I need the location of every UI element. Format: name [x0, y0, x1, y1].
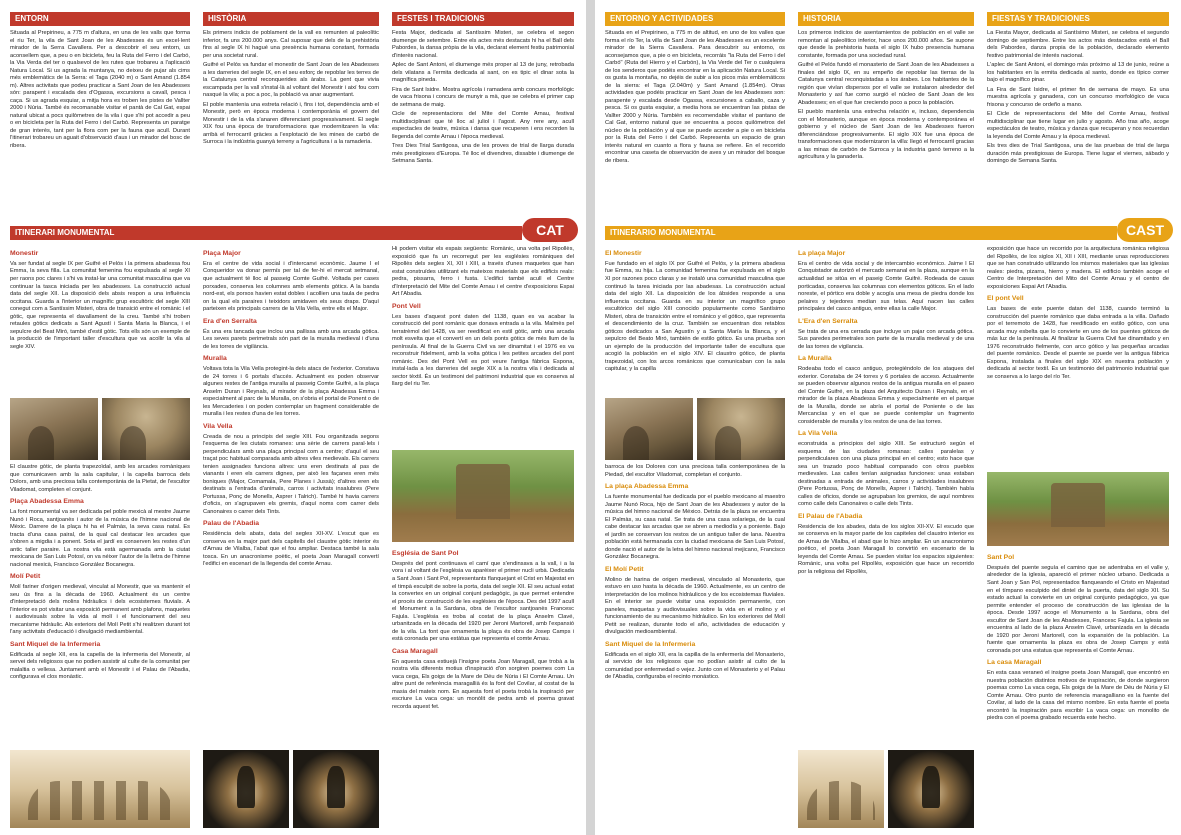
language-badge-cat: CAT [522, 218, 578, 242]
abadia-photo-1 [203, 750, 289, 828]
left-col3-top-text: Hi podem visitar els espais següents: Romànic, una volta pel Ripollès, exposició que fa un recorregut per les esglésies romàniques del Ripollès dels segles XI, XII i XIII, a través d'unes maquetes que han estat construïdes utilitzant els mateixos materials que els edificis reals: pedra, pissarra, ferro i fusta. L'edifici també acull el Centre d'Interpretació del Mite del Comte Arnau i el centre d'exposicions Espai Art l'Abadia. Pont Vell Les bases d'aquest pont daten del 1138, quan es va acabar la construcció del pont romànic que donava entrada a la vila. Malmès pel terratrèmol del 1428, va ser reedificat en estil gòtic, amb una arcada molt esvelta que el convertí en un dels ponts gòtics de més llum de la península. Al final de la Guerra Civil va ser dinamitat i el 1976 es va reconstruir fidelment, amb la volta gòtica i les petites arcades del pont romànic. Des del Pont Vell es pot veure l'antiga fàbrica Espona, instal·lada a les darreries del segle XIX a la nostra vila i dedicada al sector tèxtil. És un testimoni del patrimoni industrial que es conserva al llarg del riu Ter. [392, 246, 574, 388]
claustre-photo [102, 398, 190, 460]
section-header-historia-es: HISTORIA [798, 12, 974, 26]
section-header-festes: FESTES I TRADICIONS [392, 12, 574, 26]
language-badge-cast: CAST [1117, 218, 1173, 242]
left-col3-bottom-text: Església de Sant Pol Després del pont continuava el camí que s'endinsava a la vall, i a la vora i al voltant de l'església va aparèixer el primer nucli urbà. Dedicada a Sant Joan i Sant Pol, representants flanquejant el Crist en Majestat en el timpà esculpit de sobre la porta, data del segle XII. El seu actual estat la convertex en un original conjunt pedagògic, ja que permet entendre el procés de construcció de les esglésies de l'època. Des del 1997 acull el Monument a la Sardana, obra de l'escultor santjoanès Francesc Fajula. L'església es troba al costat de la plaça Anselm Clavé, urbanitzada en la dècada del 1920 per Jeroni Martorell, amb l'expansió de la vila. La font que ornamenta la plaça és obra de Josep Camps i està coronada per una estàtua que representa el comte Arnau. Casa Maragall En aquesta casa estiuejà l'insigne poeta Joan Maragall, que trobà a la nostra vila diferents motius d'inspiració d'on sorgiren poemes com La vaca cega, Els goigs de la Mare de Déu de Núria i El Comte Arnau. Un altre punt de referència maragallià és la font del Covilar, al costat de la masia del mateix nom. En aquesta font el poeta trobà la inspiració per escriure La vaca cega: un monòlit de pedra amb el poema gravat recorda aquest fet. [392, 550, 574, 710]
historia-es-text: Los primeros indicios de asentamientos de población en el valle se remontan al paleolítico inferior, hace unos 200.000 años. Se supone que desde la prehistoria hasta el siglo IX hubo presencia humana constante, formada por una sociedad rural. Guifré el Pelós fundó el monasterio de Sant Joan de les Abadesses a finales del siglo IX, en su empeño de repoblar las tierras de la Catalunya central reconquistadas a los árabes. Los habitantes de la región que vivían dispersos por el valle se instalaron alrededor del Monasterio y así fue como surgió el núcleo de Sant Joan de les Abadesses; en el que fue creciendo poco a poco la población. El pueblo mantenía una estrecha relación e, incluso, dependencia con el Monasterio, aunque en época moderna y contemporánea el gobierno y el núcleo de Sant Joan de les Abadesses fueron diferenciándose progresivamente. El siglo XIX fue una época de transformaciones que modernizaron la villa: llegó el ferrocarril gracias a las minas de carbón de Surroca y la industria ganó terreno a la agricultura y la ganadería. [798, 30, 974, 161]
right-col3-top-text: exposición que hace un recorrido por la arquitectura románica religiosa del Ripollès, de los siglos XI, XII i XIII, mediante unas reproducciones que se han construido utilizando los mismos materiales que las iglesias reales: piedra, pizarra, hierro y madera. El edificio también acoge el Centro de Interpretación del Mito del Comte Arnau y el centro de exposiciones Espai Art l'Abadia. El pont Vell Las bases de este puente datan del 1138, cuando terminó la construcción del puente románico que daba entrada a la villa. Dañado por el terremoto de 1428, fue reedificado en estilo gótico, con una arcada muy esbelta que lo convierte en uno de los puentes góticos de más luz de la península. Al finalizar la Guerra Civil fue dinamitado y en 1976 reconstruido fielmente, con arco gótico y las pequeñas arcadas del puente románico. Desde el puente se puede ver la antigua fábrica Espona, instalada a finales del siglo XIX en nuestra población y dedicada al sector textil. Es un testimonio del patrimonio industrial que se conserva a lo largo del río Ter. [987, 246, 1169, 380]
right-col1-text: barroca de los Dolores con una preciosa talla contemporánea de la Piedad, del escultor Viladomat, completan el conjunto. La plaça Abadessa Emma La fuente monumental fue dedicada por el pueblo mexicano al maestro Jaume Nunó Roca, hijo de Sant Joan de les Abadesses y autor de la música del himno nacional de México. Detrás de la plaza se encuentra El Palmàs, su casa natal. Se trata de una casa solariega, de la cual cabe destacar las arcadas que se abren a mediodía y a poniente. Bajo el jardín se conservan los restos de un antiguo taller de lana. Nuestra población está hermanada con la ciudad mexicana de San Luis Potosí, donde nació el autor de la letra del himno nacional mejicano, Francisco González Bocanegra. El Molí Petit Molino de harina de origen medieval, vinculado al Monasterio, que estuvo en uso hasta la década de 1960. Actualmente, es un centro de interpretación de los molinos hidráulicos y de los ecosistemas fluviales. En el interior se puede visitar una exposición permanente, con paneles, maquetas y audiovisuales sobre la vida en el molino y el funcionamiento de su mecanismo hidráulico. En los exteriores del Molí Petit se realizan, durante todo el año, actividades de educación y divulgación medioambiental. Sant Miquel de la Infermeria Edificada en el siglo XII, era la capilla de la enfermería del Monasterio, al servicio de los religiosos que no podían asistir al culto de la comunidad por enfermedad o vejez. Junto con el Monasterio y el Palau de l'Abadia, configuraba el recinto monástico. [605, 464, 785, 681]
right-col3-bottom-text: Sant Pol Después del puente seguía el camino que se adentraba en el valle y, alrededor de la iglesia, apareció el primer núcleo urbano. Dedicada a Sant Joan y San Pol, representados flanqueando el Cristo en Majestad en el tímpano esculpido del dintel de la puerta, data del siglo XII. Su estado actual la convierte en un original conjunto pedagógico, ya que permite entender el proceso de construcción de las iglesias de la época. Desde 1997 acoge el Monumento a la Sardana, obra del escultor de Sant Joan de les Abadesses, Francesc Fajula. La iglesia se encuentra al lado de la plaza Anselm Clavé, urbanizada en la década de 1920 por Jeroni Martorell, con la expansión de la población. La fuente que ornamenta la plaza es obra de Josep Camps y está coronada por una estatua que representa el Comte Arnau. La casa Maragall En esta casa veraneó el insigne poeta Joan Maragall, que encontró en nuestra población distintos motivos de inspiración, de donde surgieron poemas como La vaca cega, Els goigs de la Mare de Déu de Núria y El Comte Arnau. Otro punto de referencia maragalliano es la fuente del Covilar, al lado de la casa del mismo nombre. En esta fuente el poeta encontró la inspiración para escribir La vaca cega: un monolito de piedra con el poema grabado recuerda este hecho. [987, 554, 1169, 722]
fiestas-text: La Fiesta Mayor, dedicada al Santísimo Misteri, se celebra el segundo domingo de septiembre. Entre los actos más destacados está el Ball dels Pabordes, danza propia de la población, declarado elemento festivo patrimonial de interés nacional. L'aplec de Sant Antoni, el domingo más próximo al 13 de junio, reúne a los habitantes en la ermita dedicada al santo, donde es típico comer bajo el magnífico pinar. La Fira de Sant Isidre, el primer fin de semana de mayo. Es una muestra agrícola y ganadera, con un concurso morfológico de vaca frisona y concurso de ordeño a mano. El Cicle de representacions del Mite del Comte Arnau, festival multidisciplinar que tiene lugar en julio y agosto. Año tras año, acoge espectáculos de teatro, música y danza que recuperan y nos recuerdan la leyenda del Comte Arnau y la época medieval. Els tres dies de Trial Santigosa, una de las pruebas de trial de larga duración más prestigiosas de Europa. Tiene lugar el viernes, sábado y domingo de Semana Santa. [987, 30, 1169, 165]
monestir-text: Monestir Va ser fundat al segle IX per Guifré el Pelós i la primera abadessa fou Emma, la seva filla. La comunitat femenina fou expulsada al segle XI per raons poc clares i s'hi va instal·lar una comunitat masculina que va continuar la tasca iniciada per les abadesses. La construcció actual data del segle XII. La disposició dels absis respon a una influència occitana. Guarda a l'interior un magnífic grup escultòric del segle XIII conegut com a Santíssim Misteri, obra de transició entre el romànic i el gòtic, que representa el davallament de la creu. També s'hi troben retaules gòtics dedicats a Sant Agustí i Santa Maria la Blanca, i el sepulcre del Beat Miró, també d'estil gòtic. Tots ells són un exemple de la producció de l'important taller d'escultura que va acollir la vila al segle XIV. [10, 250, 190, 350]
infermeria-photo [10, 750, 190, 828]
entorn-text: Situada al Prepirineu, a 775 m d'altura, en una de les valls que forma el riu Ter, la vila de Sant Joan de les Abadesses és un excel·lent mirador de la Serra Cavallera. Per a descobrir el seu entorn, us aconsellem que, a peu o en bicicleta, feu la Ruta del Ferro i del Carbó, la Via Verda del ter o qualsevol de les rutes que trobareu a l'aplicació Natura Local. Si us agrada la muntanya, no deixeu de pujar als cims més emblemàtics de la Serra: el Taga (2040 m) o Sant Amand (1.854 m). Altres activitats que podeu practicar a Sant Joan de les Abadesses són: parapent i escalada des d'Ogassa, excursions a cavall, pesca i caça. Si us agrada esquiar, a mitja hora es troben les pistes de Vallter 2000 i Núria. També és recomanable visitar el pantà de Cal Gat, espai natural ubicat a pocs quilòmetres de la vila i que s'hi pot accedir a peu o en bicicleta per la Ruta del Ferro i del Carbó. Representa un paratge de gran interès, tant per la flora com per la fauna que acull. Durant l'itinerari trobareu un aguait d'observació d'aus i un mirador del bosc de ribera. [10, 30, 190, 149]
infermeria-es-photo [798, 750, 884, 828]
monestir-es-text: El Monestir Fue fundado en el siglo IX por Guifré el Pelós, y la primera abadesa fue Emma, su hija. La comunidad femenina fue expulsada en el siglo XI por razones poco claras y se instaló una comunidad masculina que continuó la tarea iniciada por las abadesas. La construcción actual data del siglo XII. La disposición de los ábsides responde a una influencia occitana. Guarda en su interior un magnífico grupo escultórico del siglo XIII conocido popularmente como Santísimo Misteri, obra de transición entre el románico y el gótico, que representa el descendimiento de la cruz. También se encuentran dos retablos góticos dedicados a San Agustín y a Santa María la Blanca, y el sepulcro del Beato Miró, también de estilo gótico. Es una prueba son un ejemplo de la producción del importante taller de escultura que acogió la población en el siglo XIV. El claustro gótico, de planta trapezoidal, con los arcos románicos que comunicaban con la sala capitular, y la capilla [605, 250, 785, 373]
spanish-page [595, 0, 1181, 835]
festes-text: Festa Major, dedicada al Santíssim Misteri, se celebra el segon diumenge de setembre. Entre els actes més destacats hi ha el Ball dels Pabordes, la dansa pròpia de la vila, declarat element festiu patrimonial d'interès nacional. Aplec de Sant Antoni, el diumenge més proper al 13 de juny, retrobada dels vilatans a l'ermita dedicada al sant, on es tipic el dinar sota la magnífica pineda. Fira de Sant Isidre. Mostra agrícola i ramadera amb concurs morfològic de vaca frisona i concurs de munyir a mà, que se celebra el primer cap de setmana de maig. Cicle de representacions del Mite del Comte Arnau, festival multidisciplinari que té lloc al juliol i l'agost. Any rere any, acull espectacles de teatre, música i dansa que recuperen i ens recorden la llegenda del comte Arnau i l'època medieval. Tres Dies Trial Santigosa, una de les proves de trial de llarga durada més prestigioses d'Europa. Té lloc el divendres, dissabte i diumenge de Setmana Santa. [392, 30, 574, 165]
page-fold [586, 0, 595, 835]
section-header-entorn: ENTORN [10, 12, 190, 26]
catalan-page [0, 0, 586, 835]
monestir-photo [10, 398, 98, 460]
abadia-es-photo [888, 750, 974, 828]
right-col2-text: La plaça Major Era el centro de vida social y de intercambio económico. Jaime I El Conquistador autorizó el mercado semanal en la plaza, aunque en la actualidad se sitúa en el paseig Comte Guifré. Rodeada de casas porticadas, conserva las columnas con elementos góticos. En el lado noreste, el pórtico era doble y acogía una mesa de piedra donde los pelaires y tejedores median sus telas. Aquí nacen las calles principales del casco antiguo, entre ellas la calle Major. L'Era d'en Serralta Se trata de una era cerrada que incluye un pajar con arcada gótica. Sus paredes perimetrales son parte de la muralla medieval y de una de las torres de vigilancia. La Muralla Rodeaba todo el casco antiguo, protegiéndolo de los ataques del exterior. Constaba de 24 torres y 6 portales de acceso. Actualmente se pueden observar algunos restos de la antigua muralla en el paseo del Comte Guifré, en la plaza del Arquitecto Duran i Reynals, en el mirador de la plaza Abadessa Emma y especialmente en el parque de la Muralla, donde se abría el portal de Poniente o de las Mercancías y en el que se puede contemplar un fragmento considerable de muralla y los restos de una de las torres. La Vila Vella econstruida a principios del siglo XIII. Se estructuró según el esquema de las ciudades romanas: calles paralelas y perpendiculares con una plaza principal en el centro; esto hace que sea un trazado poco habitual comparado con otros pueblos medievales. Las calles tenían asignadas funciones: unas estaban destinadas a entrada de animales, carros y actividades insalubres (Pere Portussa, Ponç de Monells, Asprer i Talrich). También había calles de oficios, donde se agrupaban los gremios, de aquí nombres como calle dels Canonaires o calle dels Tints. El Palau de l'Abadia Residencia de los abades, data de los siglos XII-XV. El escudo que se conserva en la mayor parte de los capiteles del claustro interior es de Arnau de Vilalba, el abad que lo hizo ampliar. En un anacronismo poético, el poeta Joan Maragall lo convirtió en escenario de la leyenda del Comte Arnau. Se pueden visitar los espacios siguientes: Románic, una volta pel Ripollès, exposición que hace un recorrido por la religiosa del Ripollès, [798, 250, 974, 575]
entorno-text: Situada en el Prepirineo, a 775 m de altitud, en uno de los valles que forma el río Ter, la villa de Sant Joan de les Abadesses es un excelente mirador de la Sierra Cavallera. Para descubrir su entorno, os aconsejamos que, a pie o en bicicleta, recorráis "la Ruta del Ferro i del Carbó" (Ruta del Hierro y el Carbón), la Via Verde del Ter o cualquiera de los senderos que podéis encontrar en la aplicación Natura Local. Si os gusta la montaña, no dejéis de subir a los picos más emblemáticos de la sierra: el Taga (2.040m) y Sant Amand (1.854m). Otras actividades que podéis practicar en Sant Joan de les Abadesses son: parapente y escalada desde Ogassa, excursiones a caballo, caza y pesca. Si os gusta esquiar, a media hora se encuentran las pistas de Vallter 2000 y Núria. También es recomendable visitar el pantano de Cal Gat, entorno natural que se encuentra a pocos quilómetros del núcleo de la población y al que se puede acceder a pie o en bicicleta por la Ruta del Ferro i del Carbó. Representa un espacio de gran interés natural en cuanto a flora y fauna se refiere. En el recorrido encontrar una caseta de observación de aves y un mirador del bosque de ribera. [605, 30, 785, 164]
monestir-es-photo [605, 398, 693, 460]
pont-vell-es-photo [987, 472, 1169, 546]
section-header-fiestas: FIESTAS Y TRADICIONES [987, 12, 1169, 26]
abadia-photo-2 [293, 750, 379, 828]
historia-text: Els primers indicis de poblament de la vall es remunten al paleolític inferior, fa uns 200.000 anys. Cal suposar que dels de la prehistòria fins al segle IX hi hagué una presència humana constant, formada per una societat rural. Guifré el Pelós va fundar el monestir de Sant Joan de les Abadesses a les darreries del segle IX, en el seu esforç de repoblar les terres de la Catalunya central reconquerides als àrabs. La gent que vivia escampada per la vall s'instal·là al voltant del Monestir i així fou com nasqué la vila; a poc a poc, la població va anar augmentant. El poble mantenia una estreta relació i, fins i tot, dependència amb el Monestir, però en època moderna i contemporània el govern del Monestir i de la vila s'anaren diferenciant progressivament. El segle XIX fou una època de transformacions que modernitzaren la vila: arribà el ferrocarril gràcies a l'explotació de les mines de carbó de Surroca i la indústria guanyà terreny a l'agricultura i a la ramaderia. [203, 30, 379, 146]
section-header-historia: HISTÒRIA [203, 12, 379, 26]
left-col1-text: El claustre gòtic, de planta trapezoïdal, amb les arcades romàniques que comunicaven amb la sala capitular, i la capella barroca dels Dolors, amb una preciosa talla contemporània de la Pietat, de l'escultor Viladomat, completen el conjunt. Plaça Abadessa Emma La font monumental va ser dedicada pel poble mexicà al mestre Jaume Nunó i Roca, santjoanès i autor de la música de l'himne nacional de Mèxic. Darrere de la plaça hi ha el Palmàs, la seva casa natal. Es tracta d'una casa pairal, de la qual cal destacar les arcades que s'obren a migdia i a ponent. Sota el jardí es conserven les restes d'un antic taller paraire. La nostra vila està agermanada amb la ciutat mexicana de San Luis Potosí, on va néixer l'autor de la lletra de l'himne nacional mexicà, Francisco González Bocanegra. Molí Petit Molí fariner d'origen medieval, vinculat al Monestir, que va mantenir el seu ús fins a la dècada de 1960. Actualment és un centre d'interpretació dels molins hidràulics i dels ecosistemes fluvials. A l'interior es pot visitar una exposició permanent amb plafons, maquetes i audiovisuals sobre la vida al molí i el funcionament del seu mecanisme hidràulic. Als exteriors del Molí Petit s'hi realitzen durant tot l'any activitats d'educació i divulgació mediambiental. Sant Miquel de la Infermeria Edificada al segle XII, era la capella de la infermeria del Monestir, al servei dels religiosos que no podien assistir al culte de la comunitat per malaltia o vellesa. Juntament amb el Monestir i el Palau de l'Abadia, configurava el clos monàstic. [10, 464, 190, 681]
pont-vell-photo [392, 450, 574, 542]
claustro-photo [697, 398, 785, 460]
left-col2-text: Plaça Major Era el centre de vida social i d'intercanvi econòmic. Jaume I el Conqueridor va donar permís per tal de fer-hi el mercat setmanal, que actualment té lloc al passeig Comte Guifré. Voltada per cases porxades, conserva les columnes amb elements gòtics. A la banda nord-est, els porxos havien estat dobles i acollien una taula de pedra on la qual els paraires i teixidors amidaven els seus draps. D'aquí parteixen els principals carrers de la Vila Vella, entre ells el Major. Era d'en Serralta És una era tancada que inclou una pallissa amb una arcada gòtica. Les seves parets perimetrals són part de la muralla medieval i d'una de les torres de vigilància. Muralla Voltava tota la Vila Vella protegint-la dels atacs de l'exterior. Constava de 24 torres i 6 portals d'accés. Actualment es poden observar algunes restes de l'antiga muralla al passeig Comte Guifré, a la plaça Anselm Duran i Reynals, al mirador de la plaça Abadessa Emma i especialment al parc de la Muralla, on s'obria el portal de Ponent o de les Mercaderies i on poden contemplar un fragment considerable de muralla i les restes d'una de les torres. Vila Vella Creada de nou a principis del segle XIII. Fou organitzada segons l'esquema de les ciutats romanes: una sèrie de carrers paral·lels i perpendiculars amb una plaça principal com a centre; d'aquí el seu traçat poc habitual comparada amb altres viles medievals. Els carrers tenien assignades funcions altres: uns eren destinats al pas de vianants i eren els carrers dignes, per això les façanes eren més boniques (Major, Comamala, Pere Planes i Jussà); d'altres eren els destinats a l'entrada d'animals, carros i activitats insalubres (Pere Portussa, Ponç de Monells, Asprer i Talrich). També hi havia carrers d'oficis, on s'agrupaven els gremis, d'aquí noms com carrer dels Canonaires o carrer dels Tints. Palau de l'Abadia Residència dels abats, data del segles XII-XV. L'escut que es conserva en la major part dels capitells del claustre gòtic interior és d'Arnau de Vilalba, l'abat que el fou ampliar. Destaca també la sala tosca. En un anacronisme poètic, el poeta Joan Maragall convertí l'edifici en escenari de la llegenda del comte Arnau. [203, 250, 379, 568]
itinerary-band: ITINERARI MONUMENTAL [10, 226, 522, 240]
itinerario-band: ITINERARIO MONUMENTAL [605, 226, 1117, 240]
section-header-entorno: ENTORNO Y ACTIVIDADES [605, 12, 785, 26]
